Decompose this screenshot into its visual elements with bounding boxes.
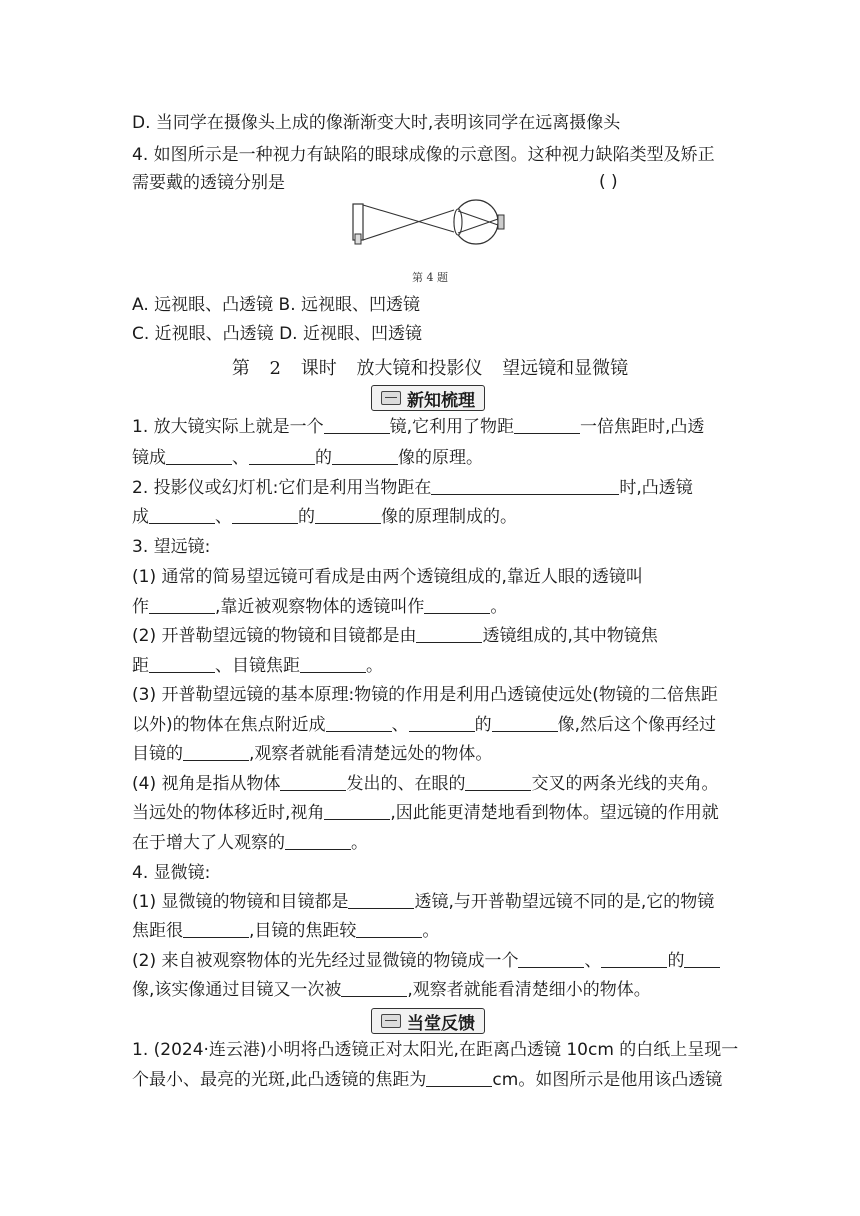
answer-blank[interactable] <box>431 477 619 495</box>
answer-blank[interactable] <box>426 1069 492 1087</box>
eye-diagram-figure <box>352 198 512 256</box>
q3-option-d: D. 当同学在摄像头上成的像渐渐变大时,表明该同学在远离摄像头 <box>132 113 621 133</box>
answer-blank[interactable] <box>326 714 392 732</box>
answer-blank[interactable] <box>149 655 215 673</box>
answer-blank[interactable] <box>465 773 531 791</box>
fill-line-6: (1) 通常的简易望远镜可看成是由两个透镜组成的,靠近人眼的透镜叫 <box>132 567 643 587</box>
answer-blank[interactable] <box>492 714 558 732</box>
lesson-title: 第 2 课时 放大镜和投影仪 望远镜和显微镜 <box>231 358 629 379</box>
answer-blank[interactable] <box>409 714 475 732</box>
q4-stem-line1: 4. 如图所示是一种视力有缺陷的眼球成像的示意图。这种视力缺陷类型及矫正 <box>132 145 715 165</box>
fill-line-8: (2) 开普勒望远镜的物镜和目镜都是由 透镜组成的,其中物镜焦 <box>132 626 658 646</box>
answer-blank[interactable] <box>324 416 390 434</box>
fill-line-18: 焦距很 ,目镜的焦距较 。 <box>132 921 440 941</box>
pen-icon <box>381 1014 401 1028</box>
answer-blank[interactable] <box>232 506 298 524</box>
fill-line-15: 在于增大了人观察的 。 <box>132 833 368 853</box>
fill-line-14: 当远处的物体移近时,视角 ,因此能更清楚地看到物体。望远镜的作用就 <box>132 803 719 823</box>
fill-line-16: 4. 显微镜: <box>132 863 211 883</box>
answer-blank[interactable] <box>518 950 584 968</box>
answer-blank[interactable] <box>348 891 414 909</box>
answer-blank[interactable] <box>149 596 215 614</box>
q4-options-cd: C. 近视眼、凸透镜 D. 近视眼、凹透镜 <box>132 324 422 344</box>
q4-stem-line2: 需要戴的透镜分别是 <box>132 173 285 193</box>
answer-blank[interactable] <box>514 416 580 434</box>
answer-blank[interactable] <box>149 506 215 524</box>
fill-line-17: (1) 显微镜的物镜和目镜都是 透镜,与开普勒望远镜不同的是,它的物镜 <box>132 892 715 912</box>
fill-line-11: 以外)的物体在焦点附近成 、 的 像,然后这个像再经过 <box>132 715 717 735</box>
answer-blank[interactable] <box>166 447 232 465</box>
fill-line-3: 2. 投影仪或幻灯机:它们是利用当物距在 时,凸透镜 <box>132 478 693 498</box>
section-title: 当堂反馈 <box>407 1013 475 1034</box>
answer-bracket: ( ) <box>599 172 618 192</box>
answer-blank[interactable] <box>684 950 720 968</box>
answer-blank[interactable] <box>285 832 351 850</box>
section-banner-new-knowledge <box>371 385 485 411</box>
feedback-q1-line2: 个最小、最亮的光斑,此凸透镜的焦距为 cm。如图所示是他用该凸透镜 <box>132 1070 723 1090</box>
answer-blank[interactable] <box>183 743 249 761</box>
fill-line-12: 目镜的 ,观察者就能看清楚远处的物体。 <box>132 744 493 764</box>
notebook-icon <box>381 391 401 405</box>
answer-blank[interactable] <box>356 920 422 938</box>
fill-line-10: (3) 开普勒望远镜的基本原理:物镜的作用是利用凸透镜使远处(物镜的二倍焦距 <box>132 685 718 705</box>
fill-line-13: (4) 视角是指从物体 发出的、在眼的 交叉的两条光线的夹角。 <box>132 774 719 794</box>
fill-line-9: 距 、目镜焦距 。 <box>132 656 383 676</box>
answer-blank[interactable] <box>300 655 366 673</box>
answer-blank[interactable] <box>424 596 490 614</box>
section-banner-feedback <box>371 1008 485 1034</box>
answer-blank[interactable] <box>324 802 390 820</box>
fill-line-19: (2) 来自被观察物体的光先经过显微镜的物镜成一个 、 的 <box>132 950 720 972</box>
answer-blank[interactable] <box>416 625 482 643</box>
answer-blank[interactable] <box>601 950 667 968</box>
feedback-q1-line1: 1. (2024·连云港)小明将凸透镜正对太阳光,在距离凸透镜 10cm 的白纸上呈现一 <box>132 1040 739 1060</box>
fill-line-4: 成 、 的 像的原理制成的。 <box>132 507 517 527</box>
fill-line-7: 作 ,靠近被观察物体的透镜叫作 。 <box>132 597 508 617</box>
answer-blank[interactable] <box>332 447 398 465</box>
answer-blank[interactable] <box>280 773 346 791</box>
answer-blank[interactable] <box>341 979 407 997</box>
fill-line-5: 3. 望远镜: <box>132 537 211 557</box>
fill-line-1: 1. 放大镜实际上就是一个 镜,它利用了物距 一倍焦距时,凸透 <box>132 417 705 437</box>
fill-line-20: 像,该实像通过目镜又一次被 ,观察者就能看清楚细小的物体。 <box>132 980 651 1000</box>
section-title: 新知梳理 <box>407 390 475 411</box>
answer-blank[interactable] <box>315 506 381 524</box>
answer-blank[interactable] <box>183 920 249 938</box>
fill-line-2: 镜成 、 的 像的原理。 <box>132 448 483 468</box>
answer-blank[interactable] <box>249 447 315 465</box>
q4-options-ab: A. 远视眼、凸透镜 B. 远视眼、凹透镜 <box>132 295 421 315</box>
figure-caption: 第 4 题 <box>412 271 448 284</box>
